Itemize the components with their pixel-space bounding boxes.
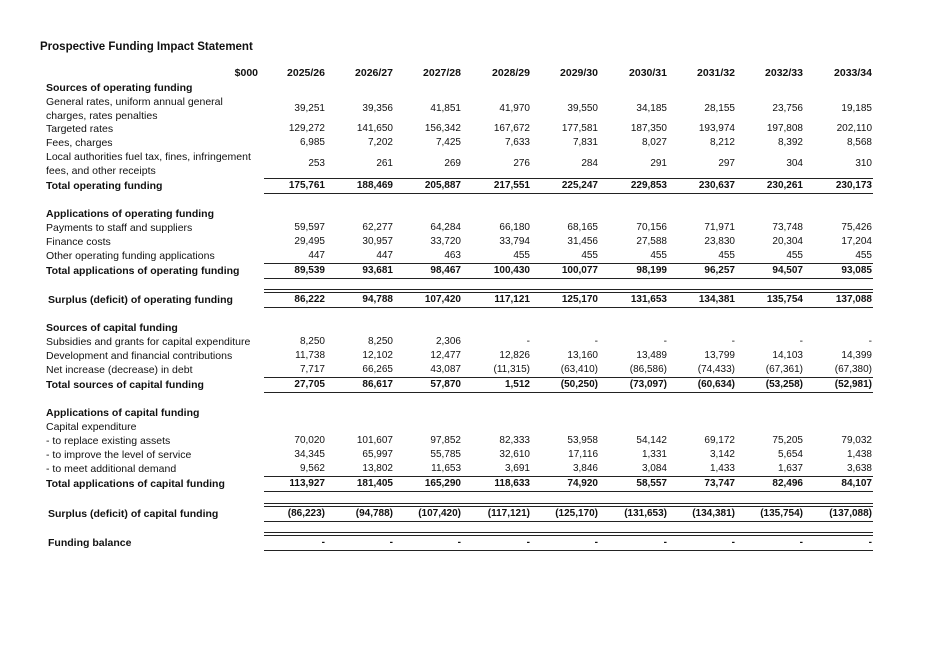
value-cell: 188,469 [356,179,393,191]
value-cell: 284 [581,158,598,169]
table-row-development-contributions [0,349,934,363]
value-cell: 175,761 [288,179,325,191]
value-cell: 13,802 [362,463,393,474]
value-cell: 8,250 [299,336,325,347]
page-title: Prospective Funding Impact Statement [40,41,253,53]
total-rule-bottom [264,392,873,393]
value-cell: - [868,336,872,347]
table-row-targeted-rates [0,122,934,136]
value-cell: 125,170 [561,293,598,305]
value-cell: - [321,536,325,548]
value-cell: 11,653 [431,463,461,474]
value-cell: 39,550 [567,102,598,114]
row-label: Local authorities fuel tax, fines, infringement fees, and other receipts [46,151,251,177]
value-cell: 55,785 [430,449,461,460]
value-cell: 34,345 [294,449,325,460]
value-cell: - [526,336,530,347]
value-cell: - [663,536,667,548]
value-cell: (94,788) [355,507,393,519]
value-cell: (135,754) [760,507,803,519]
value-cell: 1,331 [641,449,667,460]
value-cell: 269 [444,158,461,169]
value-cell: 89,539 [294,264,325,276]
value-cell: 8,212 [709,137,735,148]
value-cell: 101,607 [356,435,393,446]
value-cell: 134,381 [698,293,735,305]
value-cell: 8,027 [641,137,667,148]
value-cell: 39,251 [294,102,325,114]
table-row-improve-service [0,448,934,462]
year-header: 2030/31 [629,67,667,79]
table-row-funding-balance [0,535,934,550]
row-label: Total operating funding [46,179,163,192]
value-cell: 79,032 [841,435,872,446]
value-cell: - [526,536,530,548]
value-cell: 23,756 [772,102,803,114]
table-row-sources-capital-heading [0,321,934,335]
value-cell: (63,410) [560,364,598,375]
table-row-total-applications-operating [0,263,934,278]
table-row-replace-assets [0,434,934,448]
total-rule-top [264,263,873,264]
total-rule-bottom [264,550,873,551]
table-row-fees-charges [0,136,934,150]
value-cell: 455 [718,250,735,261]
value-cell: 73,748 [772,222,803,233]
value-cell: 74,920 [567,477,598,489]
value-cell: 69,172 [704,435,735,446]
value-cell: (11,315) [493,364,530,375]
row-label: - to meet additional demand [46,463,177,475]
value-cell: 94,507 [772,264,803,276]
value-cell: 27,705 [294,378,325,390]
value-cell: 68,165 [567,222,598,233]
value-cell: - [799,336,803,347]
value-cell: (107,420) [418,507,461,519]
total-rule-bottom [264,193,873,194]
value-cell: 31,456 [567,236,598,247]
surplus-double-rule [264,503,873,504]
value-cell: 100,077 [561,264,598,276]
row-label: Other operating funding applications [46,250,215,262]
value-cell: 33,794 [499,236,530,247]
total-rule-bottom [264,278,873,279]
value-cell: 86,222 [294,293,325,305]
row-label: Total sources of capital funding [46,378,204,391]
value-cell: (134,381) [692,507,735,519]
value-cell: 187,350 [630,123,667,134]
value-cell: 3,084 [641,463,667,474]
unit-label: $000 [234,67,258,79]
value-cell: 113,927 [289,477,325,489]
value-cell: 98,467 [430,264,461,276]
year-header: 2031/32 [697,67,735,79]
row-label: Net increase (decrease) in debt [46,364,193,376]
total-rule-top [264,292,873,293]
value-cell: 135,754 [766,293,803,305]
table-row-subsidies-grants [0,335,934,349]
value-cell: - [731,336,735,347]
value-cell: 70,020 [294,435,325,446]
value-cell: 5,654 [777,449,803,460]
total-rule-bottom [264,307,873,308]
year-header: 2029/30 [560,67,598,79]
value-cell: (73,097) [629,378,667,390]
table-row-other-operating-applications [0,249,934,263]
value-cell: (86,586) [629,364,667,375]
value-cell: 30,957 [362,236,393,247]
value-cell: 177,581 [561,123,598,134]
value-cell: 8,568 [846,137,872,148]
value-cell: 82,333 [499,435,530,446]
value-cell: 65,997 [362,449,393,460]
table-row-fuel-tax [0,150,934,178]
value-cell: - [389,536,393,548]
value-cell: 13,160 [567,350,598,361]
value-cell: 100,430 [493,264,530,276]
value-cell: - [457,536,461,548]
value-cell: 156,342 [424,123,461,134]
year-header: 2028/29 [492,67,530,79]
value-cell: 29,495 [294,236,325,247]
total-rule-top [264,506,873,507]
total-rule-top [264,178,873,179]
value-cell: (60,634) [697,378,735,390]
value-cell: 297 [718,158,735,169]
table-row-total-applications-capital [0,476,934,491]
value-cell: 13,799 [704,350,735,361]
value-cell: (117,121) [487,507,530,519]
value-cell: 107,420 [424,293,461,305]
value-cell: 137,088 [835,293,872,305]
value-cell: - [731,536,735,548]
value-cell: 53,958 [567,435,598,446]
value-cell: (50,250) [560,378,598,390]
value-cell: 39,356 [362,102,393,114]
value-cell: 59,597 [294,222,325,233]
row-label: Total applications of capital funding [46,477,225,490]
total-rule-top [264,535,873,536]
value-cell: 73,747 [704,477,735,489]
value-cell: (52,981) [834,378,872,390]
table-row-general-rates [0,95,934,122]
value-cell: 8,392 [777,137,803,148]
row-label: Targeted rates [46,123,114,135]
table-header-row [0,66,934,80]
value-cell: 19,185 [841,102,872,114]
value-cell: 141,650 [356,123,393,134]
value-cell: (74,433) [697,364,735,375]
value-cell: 97,852 [430,435,461,446]
value-cell: 27,588 [636,236,667,247]
value-cell: 463 [444,250,461,261]
value-cell: 94,788 [362,293,393,305]
table-row-surplus-capital [0,506,934,521]
value-cell: (131,653) [624,507,667,519]
table-row-total-operating-funding [0,178,934,193]
table-row-finance-costs [0,235,934,249]
value-cell: 6,985 [299,137,325,148]
row-label: - to improve the level of service [46,449,192,461]
value-cell: 131,653 [630,293,667,305]
value-cell: 96,257 [704,264,735,276]
value-cell: 14,103 [772,350,803,361]
value-cell: 3,638 [846,463,872,474]
value-cell: 75,426 [841,222,872,233]
row-label: Total applications of operating funding [46,264,240,277]
value-cell: 253 [308,158,325,169]
value-cell: 217,551 [493,179,530,191]
table-row-net-debt [0,363,934,377]
row-label: Surplus (deficit) of capital funding [48,507,219,520]
row-label: Sources of operating funding [46,82,193,94]
row-label: Funding balance [48,536,132,549]
value-cell: 84,107 [841,477,872,489]
value-cell: 447 [308,250,325,261]
table-row-sources-operating-heading [0,81,934,95]
value-cell: 310 [855,158,872,169]
value-cell: (67,380) [834,364,872,375]
value-cell: 41,851 [430,102,461,114]
value-cell: 93,681 [362,264,393,276]
value-cell: 230,637 [698,179,735,191]
value-cell: 7,633 [504,137,530,148]
value-cell: (67,361) [765,364,803,375]
value-cell: 70,156 [636,222,667,233]
value-cell: 230,173 [835,179,872,191]
value-cell: 118,633 [494,477,530,489]
value-cell: - [663,336,667,347]
value-cell: 58,557 [636,477,667,489]
value-cell: 98,199 [636,264,667,276]
value-cell: 261 [376,158,393,169]
value-cell: 230,261 [766,179,803,191]
value-cell: - [594,336,598,347]
value-cell: - [868,536,872,548]
value-cell: 13,489 [636,350,667,361]
value-cell: 75,205 [772,435,803,446]
value-cell: 14,399 [841,350,872,361]
value-cell: 181,405 [356,477,393,489]
value-cell: 23,830 [704,236,735,247]
value-cell: 43,087 [430,364,461,375]
row-label: Fees, charges [46,137,113,149]
table-row-meet-demand [0,462,934,476]
row-label: General rates, uniform annual general charges, rates penalties [46,95,223,122]
value-cell: 1,512 [504,378,530,390]
value-cell: 17,116 [568,449,598,460]
value-cell: 197,808 [766,123,803,134]
table-row-applications-capital-heading [0,406,934,420]
value-cell: 291 [650,158,667,169]
value-cell: 9,562 [299,463,325,474]
total-rule-top [264,377,873,378]
value-cell: 33,720 [430,236,461,247]
value-cell: 304 [786,158,803,169]
value-cell: 3,846 [572,463,598,474]
value-cell: 12,477 [430,350,461,361]
total-rule-bottom [264,521,873,522]
value-cell: 129,272 [288,123,325,134]
value-cell: 3,691 [504,463,530,474]
value-cell: 1,637 [777,463,803,474]
value-cell: 66,180 [499,222,530,233]
table-row-applications-operating-heading [0,207,934,221]
value-cell: (125,170) [555,507,598,519]
total-rule-bottom [264,491,873,492]
value-cell: 1,433 [709,463,735,474]
value-cell: 455 [855,250,872,261]
value-cell: 455 [786,250,803,261]
value-cell: 12,826 [499,350,530,361]
value-cell: 455 [581,250,598,261]
value-cell: 57,870 [430,378,461,390]
row-label: Applications of operating funding [46,208,214,220]
row-label: Capital expenditure [46,421,137,433]
table-row-payments-staff [0,221,934,235]
row-label: Finance costs [46,236,111,248]
value-cell: 167,672 [493,123,530,134]
value-cell: 8,250 [367,336,393,347]
value-cell: 202,110 [836,123,872,134]
value-cell: 225,247 [561,179,598,191]
value-cell: 93,085 [841,264,872,276]
year-header: 2033/34 [834,67,872,79]
value-cell: 11,738 [295,350,325,361]
value-cell: 7,717 [299,364,325,375]
value-cell: 447 [376,250,393,261]
table-row-surplus-operating [0,292,934,307]
value-cell: (86,223) [287,507,325,519]
value-cell: 34,185 [636,102,667,114]
value-cell: 54,142 [636,435,667,446]
value-cell: 64,284 [430,222,461,233]
value-cell: 20,304 [772,236,803,247]
year-header: 2027/28 [423,67,461,79]
year-header: 2026/27 [355,67,393,79]
value-cell: 2,306 [435,336,461,347]
table-row-total-sources-capital [0,377,934,392]
row-label: Applications of capital funding [46,407,200,419]
value-cell: 276 [513,158,530,169]
value-cell: 193,974 [698,123,735,134]
row-label: Surplus (deficit) of operating funding [48,293,233,306]
row-label: Sources of capital funding [46,322,178,334]
row-label: Development and financial contributions [46,350,233,362]
row-label: Payments to staff and suppliers [46,222,193,234]
value-cell: 205,887 [424,179,461,191]
value-cell: 455 [650,250,667,261]
value-cell: 86,617 [362,378,393,390]
value-cell: 66,265 [362,364,393,375]
value-cell: 12,102 [362,350,393,361]
value-cell: 17,204 [841,236,872,247]
value-cell: 7,831 [572,137,598,148]
value-cell: - [799,536,803,548]
value-cell: (137,088) [829,507,872,519]
total-rule-top [264,476,873,477]
table-row-capital-expenditure [0,420,934,434]
value-cell: 71,971 [704,222,735,233]
value-cell: 62,277 [362,222,393,233]
surplus-double-rule [264,532,873,533]
value-cell: 7,202 [367,137,393,148]
value-cell: (53,258) [765,378,803,390]
value-cell: 229,853 [630,179,667,191]
value-cell: 32,610 [499,449,530,460]
surplus-double-rule [264,289,873,290]
value-cell: 28,155 [704,102,735,114]
value-cell: 7,425 [435,137,461,148]
row-label: Subsidies and grants for capital expenditure [46,336,251,348]
value-cell: 3,142 [709,449,735,460]
value-cell: 117,121 [494,293,530,305]
year-header: 2032/33 [765,67,803,79]
value-cell: 41,970 [499,102,530,114]
year-header: 2025/26 [287,67,325,79]
value-cell: - [594,536,598,548]
row-label: - to replace existing assets [46,435,171,447]
value-cell: 1,438 [846,449,872,460]
value-cell: 82,496 [772,477,803,489]
value-cell: 455 [513,250,530,261]
value-cell: 165,290 [424,477,461,489]
